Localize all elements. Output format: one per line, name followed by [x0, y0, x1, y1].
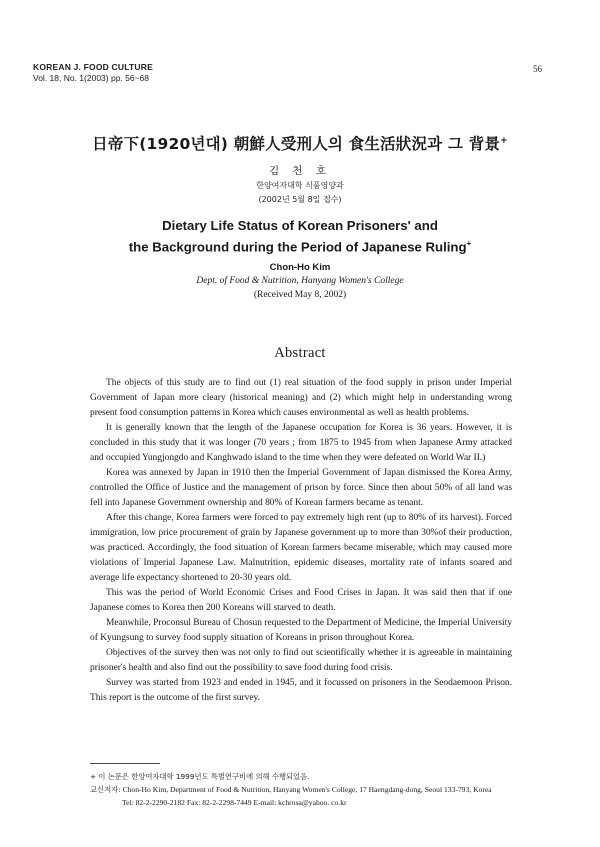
- contact-footnote: Tel: 82-2-2290-2182 Fax: 82-2-2298-7449 E-mail: kchrosa@yahoo. co.kr: [122, 798, 347, 807]
- english-title: [0, 217, 600, 256]
- abstract-paragraph: Objectives of the survey then was not only to find out scientifically whether it is agreeable in maintaining prisoner's health and also find out the possibility to save food during food crisis.: [90, 648, 512, 673]
- english-department: Dept. of Food & Nutrition, Hanyang Women's College: [196, 276, 404, 286]
- funding-footnote: + 이 논문은 한양여자대학 1999년도 특별연구비에 의해 수행되었음.: [90, 772, 310, 781]
- page-number: 56: [533, 64, 542, 74]
- footnote-divider: [90, 763, 160, 764]
- journal-name: KOREAN J. FOOD CULTURE: [33, 62, 153, 72]
- korean-title: [0, 132, 600, 154]
- volume-info: Vol. 18, No. 1(2003) pp. 56~68: [33, 73, 150, 83]
- english-received-date: (Received May 8, 2002): [253, 290, 347, 300]
- korean-author: 김 천 호: [268, 165, 332, 177]
- abstract-paragraph: It is generally known that the length of the Japanese occupation for Korea is 36 years. However, it is concluded in this study that it was longer (70 years ; from 1875 to 1945 from when Japanese Army attacked and occupied Yungjongdo and Kanghwado island to the time when they were defeated on World War II.): [90, 423, 512, 463]
- abstract-paragraph: Survey was started from 1923 and ended in 1945, and it focussed on prisoners in the Seodaemoon Prison. This report is the outcome of the first survey.: [90, 678, 512, 703]
- abstract-heading: Abstract: [274, 345, 326, 361]
- abstract-paragraph: Korea was annexed by Japan in 1910 then the Imperial Government of Japan dismissed the Korea Army, controlled the Office of Justice and the management of prison by force. Since then about 50% of all land was fell into Japanese Government ownership and 80% of Korean farmers became as tenant.: [90, 468, 512, 508]
- abstract-body: [90, 376, 512, 706]
- journal-header: [33, 62, 153, 84]
- korean-title-mark: +: [500, 135, 508, 146]
- english-title-line-2-wrap: [0, 235, 600, 256]
- corresponding-author-footnote: [90, 783, 520, 796]
- korean-affiliation: 한양여자대학 식품영양과: [256, 181, 344, 190]
- english-title-mark: +: [466, 239, 472, 248]
- corresponding-author-text: Chon-Ho Kim, Department of Food & Nutrition, Hanyang Women's College, 17 Haengdang-dong, Seoul 133-793, Korea: [122, 785, 492, 794]
- corresponding-author-label: 교신저자:: [90, 785, 121, 794]
- english-title-line-1: Dietary Life Status of Korean Prisoners' and: [162, 218, 438, 233]
- footnotes: [90, 770, 520, 809]
- korean-received-date: (2002년 5월 8일 접수): [258, 195, 342, 204]
- english-title-line-2: the Background during the Period of Japanese Ruling: [128, 239, 467, 255]
- abstract-paragraph: After this change, Korea farmers were forced to pay extremely high rent (up to 80% of its harvest). Forced immigration, low price procurement of grain by Japanese government up to more than 30%of their production, was practiced. Accordingly, the food situation of Korean farmers became miserable, which may caused more violations of Imperial Japanese Law. Malnutrition, epidemic diseases, mortality rate of infants soared and average life expectancy shortened to 20-30 years old.: [90, 513, 512, 583]
- abstract-paragraph: Meanwhile, Proconsul Bureau of Chosun requested to the Department of Medicine, the Imperial University of Kyungsung to survey food supply situation of Koreans in prison throughout Korea.: [90, 618, 512, 643]
- korean-title-text: 日帝下(1920년대) 朝鮮人受刑人의 食生活狀況과 그 背景: [92, 135, 501, 153]
- abstract-paragraph: The objects of this study are to find out (1) real situation of the food supply in prison under Imperial Government of Japan more cleary (historical meaning) and (2) which might help in understanding wrong present food consumption patterns in Korea which causes environmental as well as health problems.: [90, 378, 512, 418]
- english-author: Chon-Ho Kim: [269, 262, 331, 273]
- abstract-paragraph: This was the period of World Economic Crises and Food Crises in Japan. It was said then that if one Japanese comes to Korea then 200 Koreans will starved to death.: [90, 588, 512, 613]
